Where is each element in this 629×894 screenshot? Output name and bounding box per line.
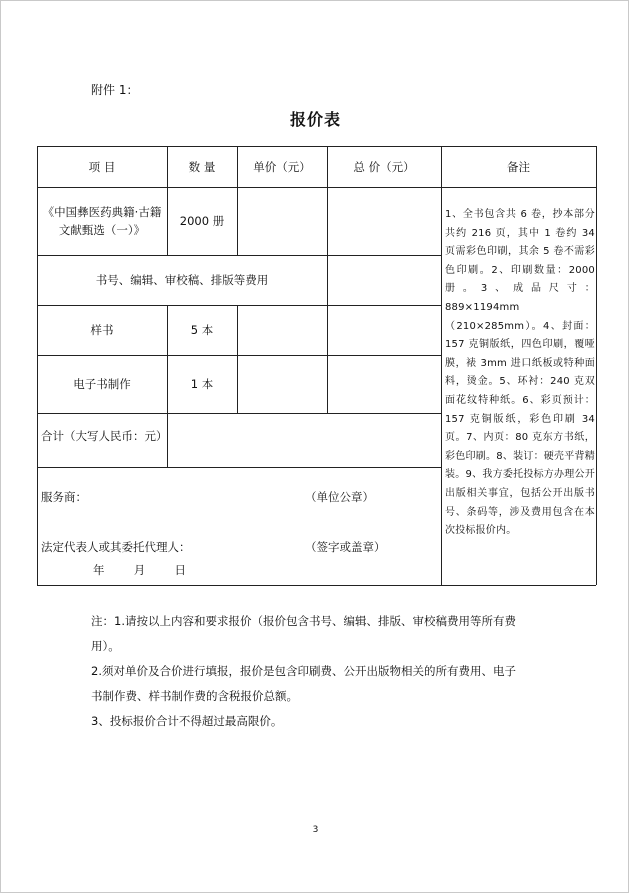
page-title: 报价表 (289, 110, 341, 129)
header-item: 项 目 (88, 159, 116, 174)
row-publication-fees: 书号、编辑、审校稿、排版等费用 (95, 273, 269, 287)
row-divider (37, 467, 441, 468)
legal-representative-label: 法定代表人或其委托代理人： (41, 540, 191, 554)
notes-section (91, 609, 561, 734)
quote-table (1, 1, 629, 894)
table-header-divider (37, 187, 596, 188)
row-book-quantity: 2000 册 (179, 214, 225, 228)
column-divider (237, 305, 238, 413)
remarks-column-divider (441, 146, 442, 585)
row-ebook: 电子书制作 (73, 377, 131, 391)
attachment-label: 附件 1： (91, 83, 139, 97)
row-book-title: 《中国彝医药典籍·古籍文献甄选（一）》 (42, 205, 162, 237)
header-unit-price: 单价（元） (253, 159, 311, 174)
note-line: 3、投标报价合计不得超过最高限价。 (91, 714, 283, 728)
row-total-rmb: 合计（大写人民币：元） (41, 429, 168, 443)
table-border-bottom (37, 585, 596, 586)
header-remarks: 备注 (507, 159, 530, 174)
row-ebook-quantity: 1 本 (190, 377, 214, 391)
header-quantity: 数 量 (188, 159, 216, 174)
column-divider (327, 255, 328, 413)
service-provider-label: 服务商： (41, 490, 87, 504)
unit-seal-label: （单位公章） (305, 490, 374, 504)
row-sample-books: 样书 (90, 323, 114, 337)
sign-seal-label: （签字或盖章） (305, 540, 386, 554)
remarks-text: 1、全书包含共 6 卷，抄本部分共约 216 页，其中 1 卷约 34 页需彩色印刷，其余 5 卷不需彩色印刷。2、印刷数量：2000 册。3、成品尺寸：889×1194mm（210×285mm）。4、封面：157 克铜版纸，四色印刷，覆哑膜，裱 3mm 进口纸板或特种面料，烫金。5、环衬：240 克双面花纹特种纸。6、彩页预计：157 克铜版纸，彩色印刷 34 页。7、内页：80 克东方书纸，彩色印刷。8、装订：硬壳平背精装。9、我方委托投标方办理公开出版相关事宜，包括公开出版书号、条码等，涉及费用包含在本次投标报价内。 (445, 209, 595, 537)
page-number: 3 (312, 825, 319, 835)
note-line: 书制作费、样书制作费的含税报价总额。 (91, 689, 298, 703)
header-total-price: 总 价（元） (353, 159, 415, 174)
row-sample-books-quantity: 5 本 (190, 323, 214, 337)
note-line: 2.须对单价及合价进行填报，报价是包含印刷费、公开出版物相关的所有费用、电子 (91, 664, 516, 678)
note-line: 注：1.请按以上内容和要求报价（报价包含书号、编辑、排版、审校稿费用等所有费 (91, 614, 516, 628)
table-border-right (596, 146, 597, 585)
date-line: 年 月 日 (93, 563, 186, 577)
note-line: 用）。 (91, 639, 120, 653)
